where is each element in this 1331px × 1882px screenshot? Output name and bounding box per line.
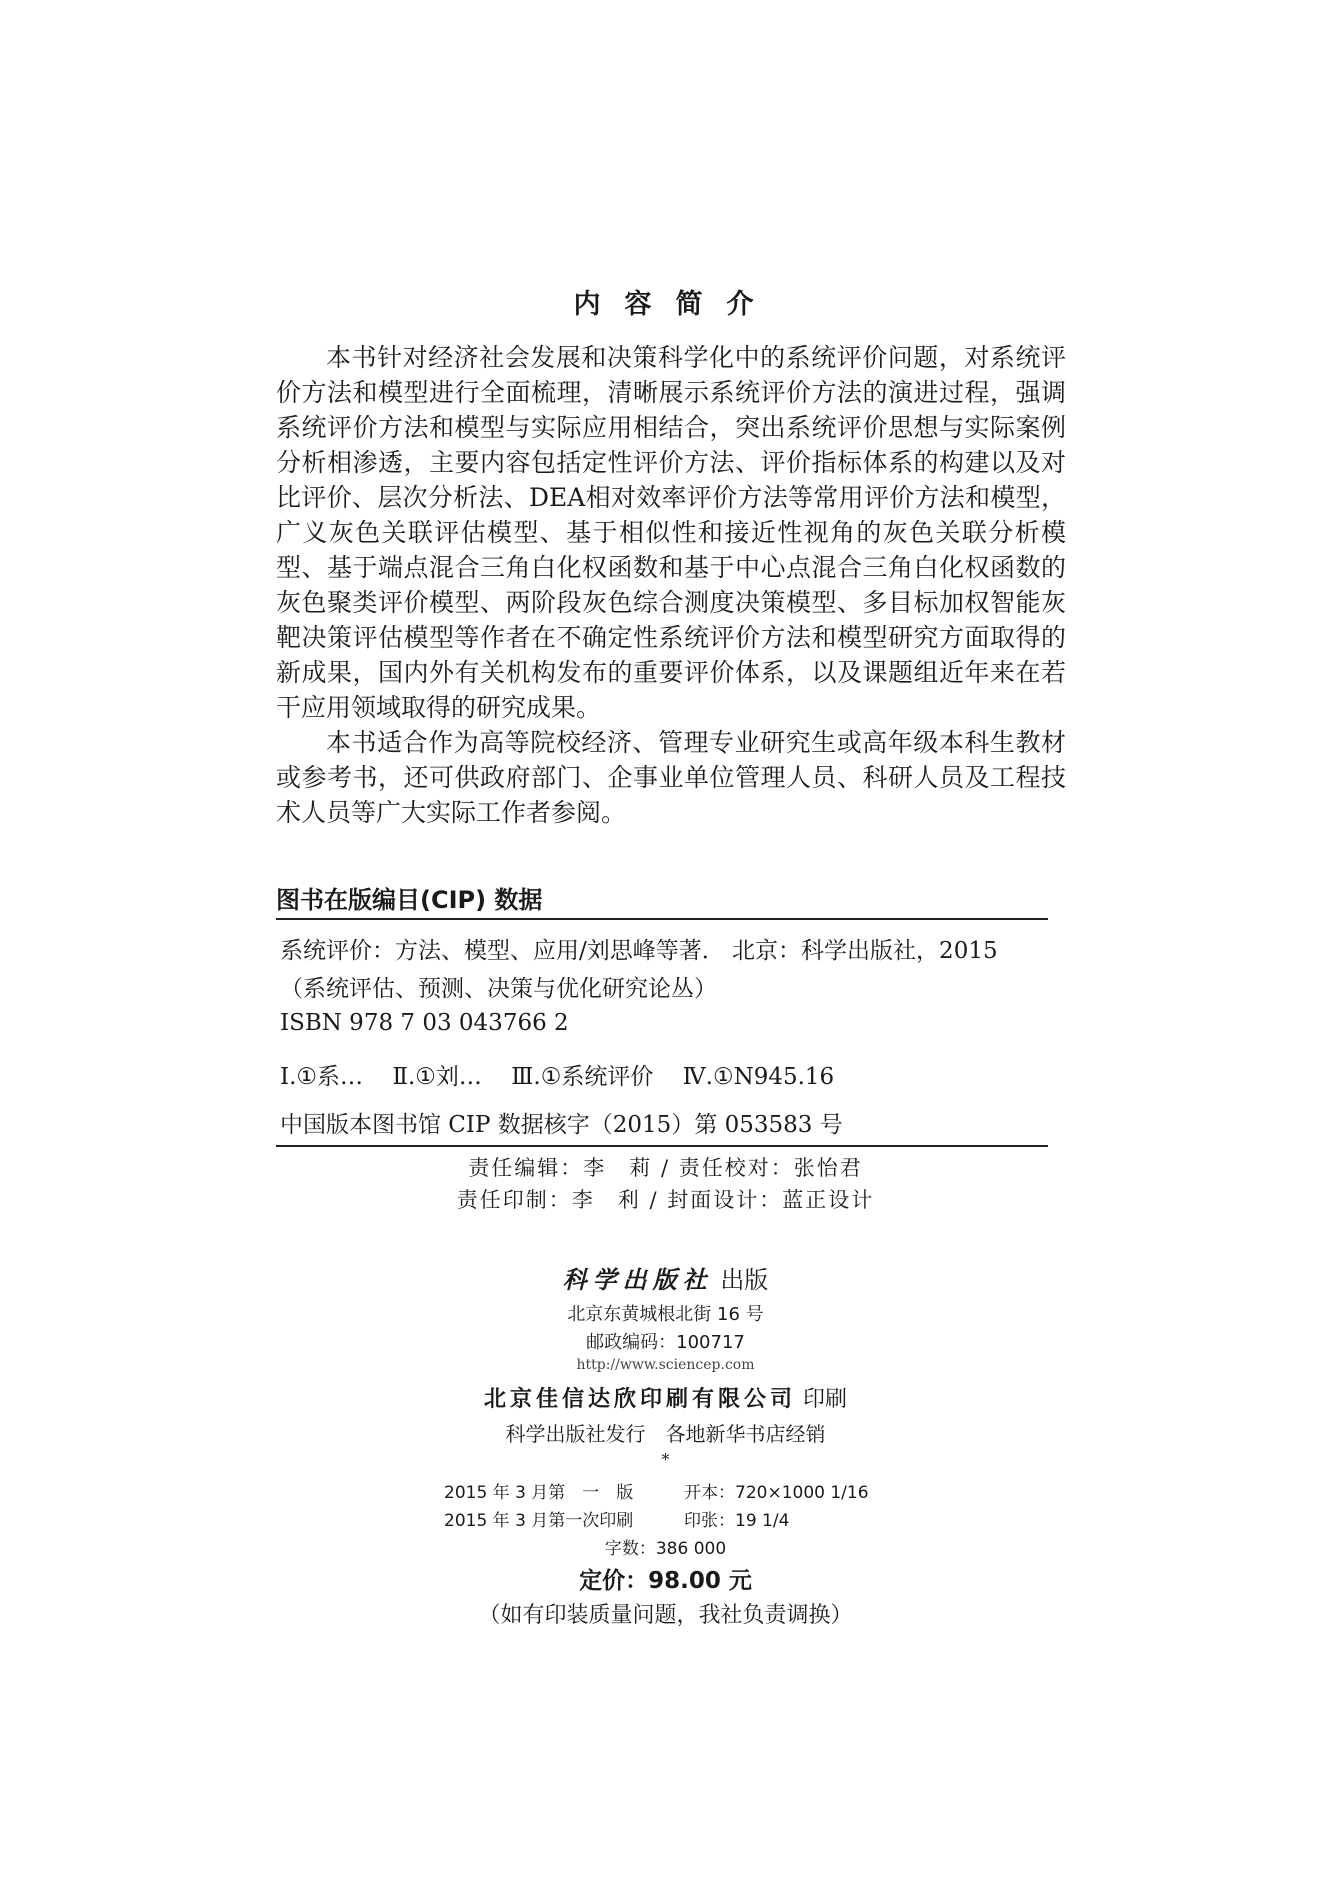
cip-classification-line [280,1058,856,1091]
intro-body [276,340,1066,830]
intro-paragraph: 本书适合作为高等院校经济、管理专业研究生或高年级本科生教材或参考书，还可供政府部门、企事业单位管理人员、科研人员及工程技术人员等广大实际工作者参阅。 [276,728,1066,827]
publisher-name [0,1260,1331,1295]
quality-notice: （如有印装质量问题，我社负责调换） [478,1603,853,1628]
cip-record-number: 中国版本图书馆 CIP 数据核字（2015）第 053583 号 [280,1112,843,1138]
printer-brand: 北京佳信达欣印刷有限公司 [483,1386,796,1412]
cip-bottom-rule [276,1145,1048,1147]
editors-line-1: 责任编辑：李 莉 / 责任校对：张怡君 [468,1156,863,1180]
cip-heading: 图书在版编目(CIP) 数据 [276,886,543,914]
cip-class-item: Ⅳ.①N945.16 [682,1064,835,1090]
cip-series-line: （系统评估、预测、决策与优化研究论丛） [280,976,717,1002]
publisher-url: http://www.sciencep.com [576,1357,755,1373]
cip-isbn-line: ISBN 978 7 03 043766 2 [280,1010,569,1036]
intro-paragraph: 本书针对经济社会发展和决策科学化中的系统评价问题，对系统评价方法和模型进行全面梳理，清晰展示系统评价方法的演进过程，强调系统评价方法和模型与实际应用相结合，突出系统评价思想与实际案例分析相渗透，主要内容包括定性评价方法、评价指标体系的构建以及对比评价、层次分析法、DEA相对效率评价方法等常用评价方法和模型，广义灰色关联评估模型、基于相似性和接近性视角的灰色关联分析模型、基于端点混合三角白化权函数和基于中心点混合三角白化权函数的灰色聚类评价模型、两阶段灰色综合测度决策模型、多目标加权智能灰靶决策评估模型等作者在不确定性系统评价方法和模型研究方面取得的新成果，国内外有关机构发布的重要评价体系，以及课题组近年来在若干应用领域取得的研究成果。 [276,343,1066,722]
editors-line-2: 责任印制：李 利 / 封面设计：蓝正设计 [456,1188,875,1212]
cip-class-item: Ⅲ.①系统评价 [511,1064,654,1090]
publisher-suffix: 出版 [720,1266,769,1294]
intro-title: 内容简介 [573,289,778,320]
print-sheets: 印张：19 1/4 [684,1511,790,1531]
cip-title-line: 系统评价：方法、模型、应用/刘思峰等著． 北京：科学出版社，2015 [280,938,998,964]
price: 定价：98.00 元 [579,1568,752,1594]
printer-suffix: 印刷 [803,1387,848,1412]
cip-top-rule [276,918,1048,920]
publisher-postal: 邮政编码：100717 [586,1332,745,1353]
printing-first: 2015 年 3 月第一次印刷 [444,1511,634,1531]
edition-first: 2015 年 3 月第 一 版 [444,1483,634,1503]
cip-class-item: Ⅱ.①刘… [392,1064,482,1090]
format-size: 开本：720×1000 1/16 [684,1483,869,1503]
cip-class-item: Ⅰ.①系… [280,1064,364,1090]
word-count: 字数：386 000 [604,1539,727,1559]
distribution-line: 科学出版社发行 各地新华书店经销 [505,1422,826,1446]
printer-name [0,1382,1331,1413]
publisher-address: 北京东黄城根北街 16 号 [567,1304,764,1325]
separator-star: * [661,1450,670,1469]
publisher-brand: 科学出版社 [562,1265,713,1294]
